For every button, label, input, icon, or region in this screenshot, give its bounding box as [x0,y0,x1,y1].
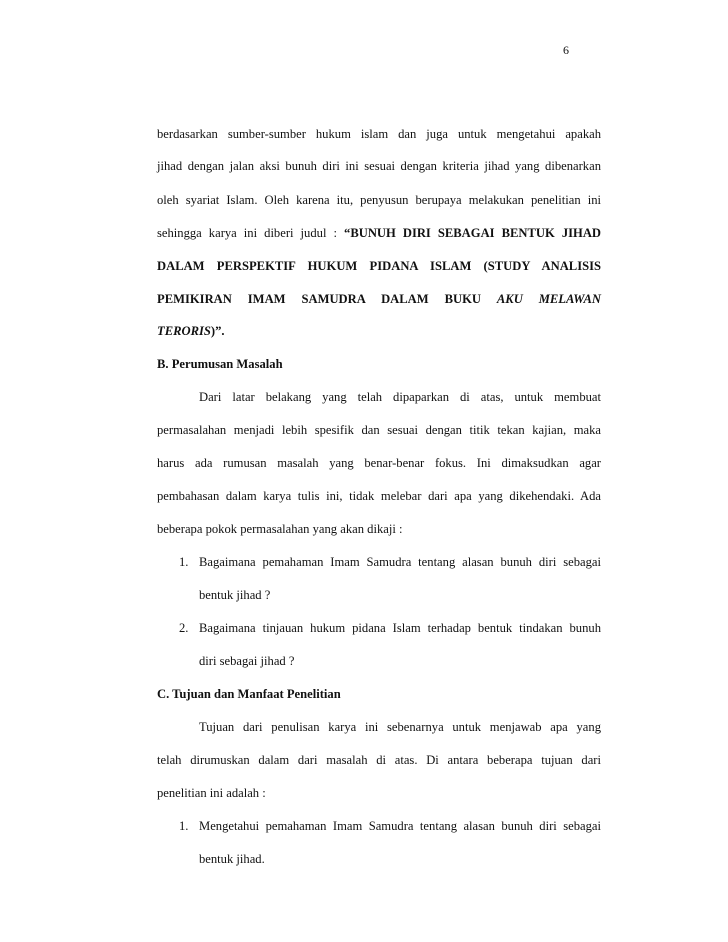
text-run: sehingga karya ini diberi judul : [157,226,345,240]
book-title: AKU MELAWAN [496,292,602,306]
paragraph-line: Dari latar belakang yang telah dipaparkan di atas, untuk membuat [199,390,601,404]
list-number: 2. [179,621,189,635]
title-text: “BUNUH DIRI SEBAGAI BENTUK JIHAD [344,226,602,240]
paragraph-line: harus ada rumusan masalah yang benar-benar fokus. Ini dimaksudkan agar [157,456,601,470]
title-text: DALAM PERSPEKTIF HUKUM PIDANA ISLAM (STUDY ANALISIS [157,259,601,273]
paragraph-line: beberapa pokok permasalahan yang akan dikaji : [157,522,403,536]
list-number: 1. [179,819,189,833]
paragraph-line: telah dirumuskan dalam dari masalah di atas. Di antara beberapa tujuan dari [157,753,601,767]
title-text [157,323,601,339]
page-number: 6 [563,43,569,57]
list-text: Bagaimana pemahaman Imam Samudra tentang alasan bunuh diri sebagai [199,555,601,569]
list-text: Bagaimana tinjauan hukum pidana Islam terhadap bentuk tindakan bunuh [199,621,601,635]
paragraph-line: Tujuan dari penulisan karya ini sebenarnya untuk menjawab apa yang [199,720,601,734]
book-title: TERORIS [157,324,211,338]
paragraph-line: jihad dengan jalan aksi bunuh diri ini sesuai dengan kriteria jihad yang dibenarkan [157,159,601,173]
paragraph-line: permasalahan menjadi lebih spesifik dan sesuai dengan titik tekan kajian, maka [157,423,601,437]
paragraph-line: pembahasan dalam karya tulis ini, tidak melebar dari apa yang dikehendaki. Ada [157,489,601,503]
list-text-cont: bentuk jihad. [199,852,265,866]
paragraph-line: oleh syariat Islam. Oleh karena itu, penyusun berupaya melakukan penelitian ini [157,193,601,207]
list-text-cont: bentuk jihad ? [199,588,271,602]
section-heading-c: C. Tujuan dan Manfaat Penelitian [157,687,341,701]
title-text-end: )”. [210,324,225,338]
list-number: 1. [179,555,189,569]
title-text [157,291,601,307]
list-text-cont: diri sebagai jihad ? [199,654,295,668]
paragraph-line: berdasarkan sumber-sumber hukum islam dan juga untuk mengetahui apakah [157,127,601,141]
paragraph-line: penelitian ini adalah : [157,786,266,800]
title-text-bold: PEMIKIRAN IMAM SAMUDRA DALAM BUKU [157,292,497,306]
list-text: Mengetahui pemahaman Imam Samudra tentang alasan bunuh diri sebagai [199,819,601,833]
section-heading-b: B. Perumusan Masalah [157,357,283,371]
paragraph-line [157,225,601,241]
